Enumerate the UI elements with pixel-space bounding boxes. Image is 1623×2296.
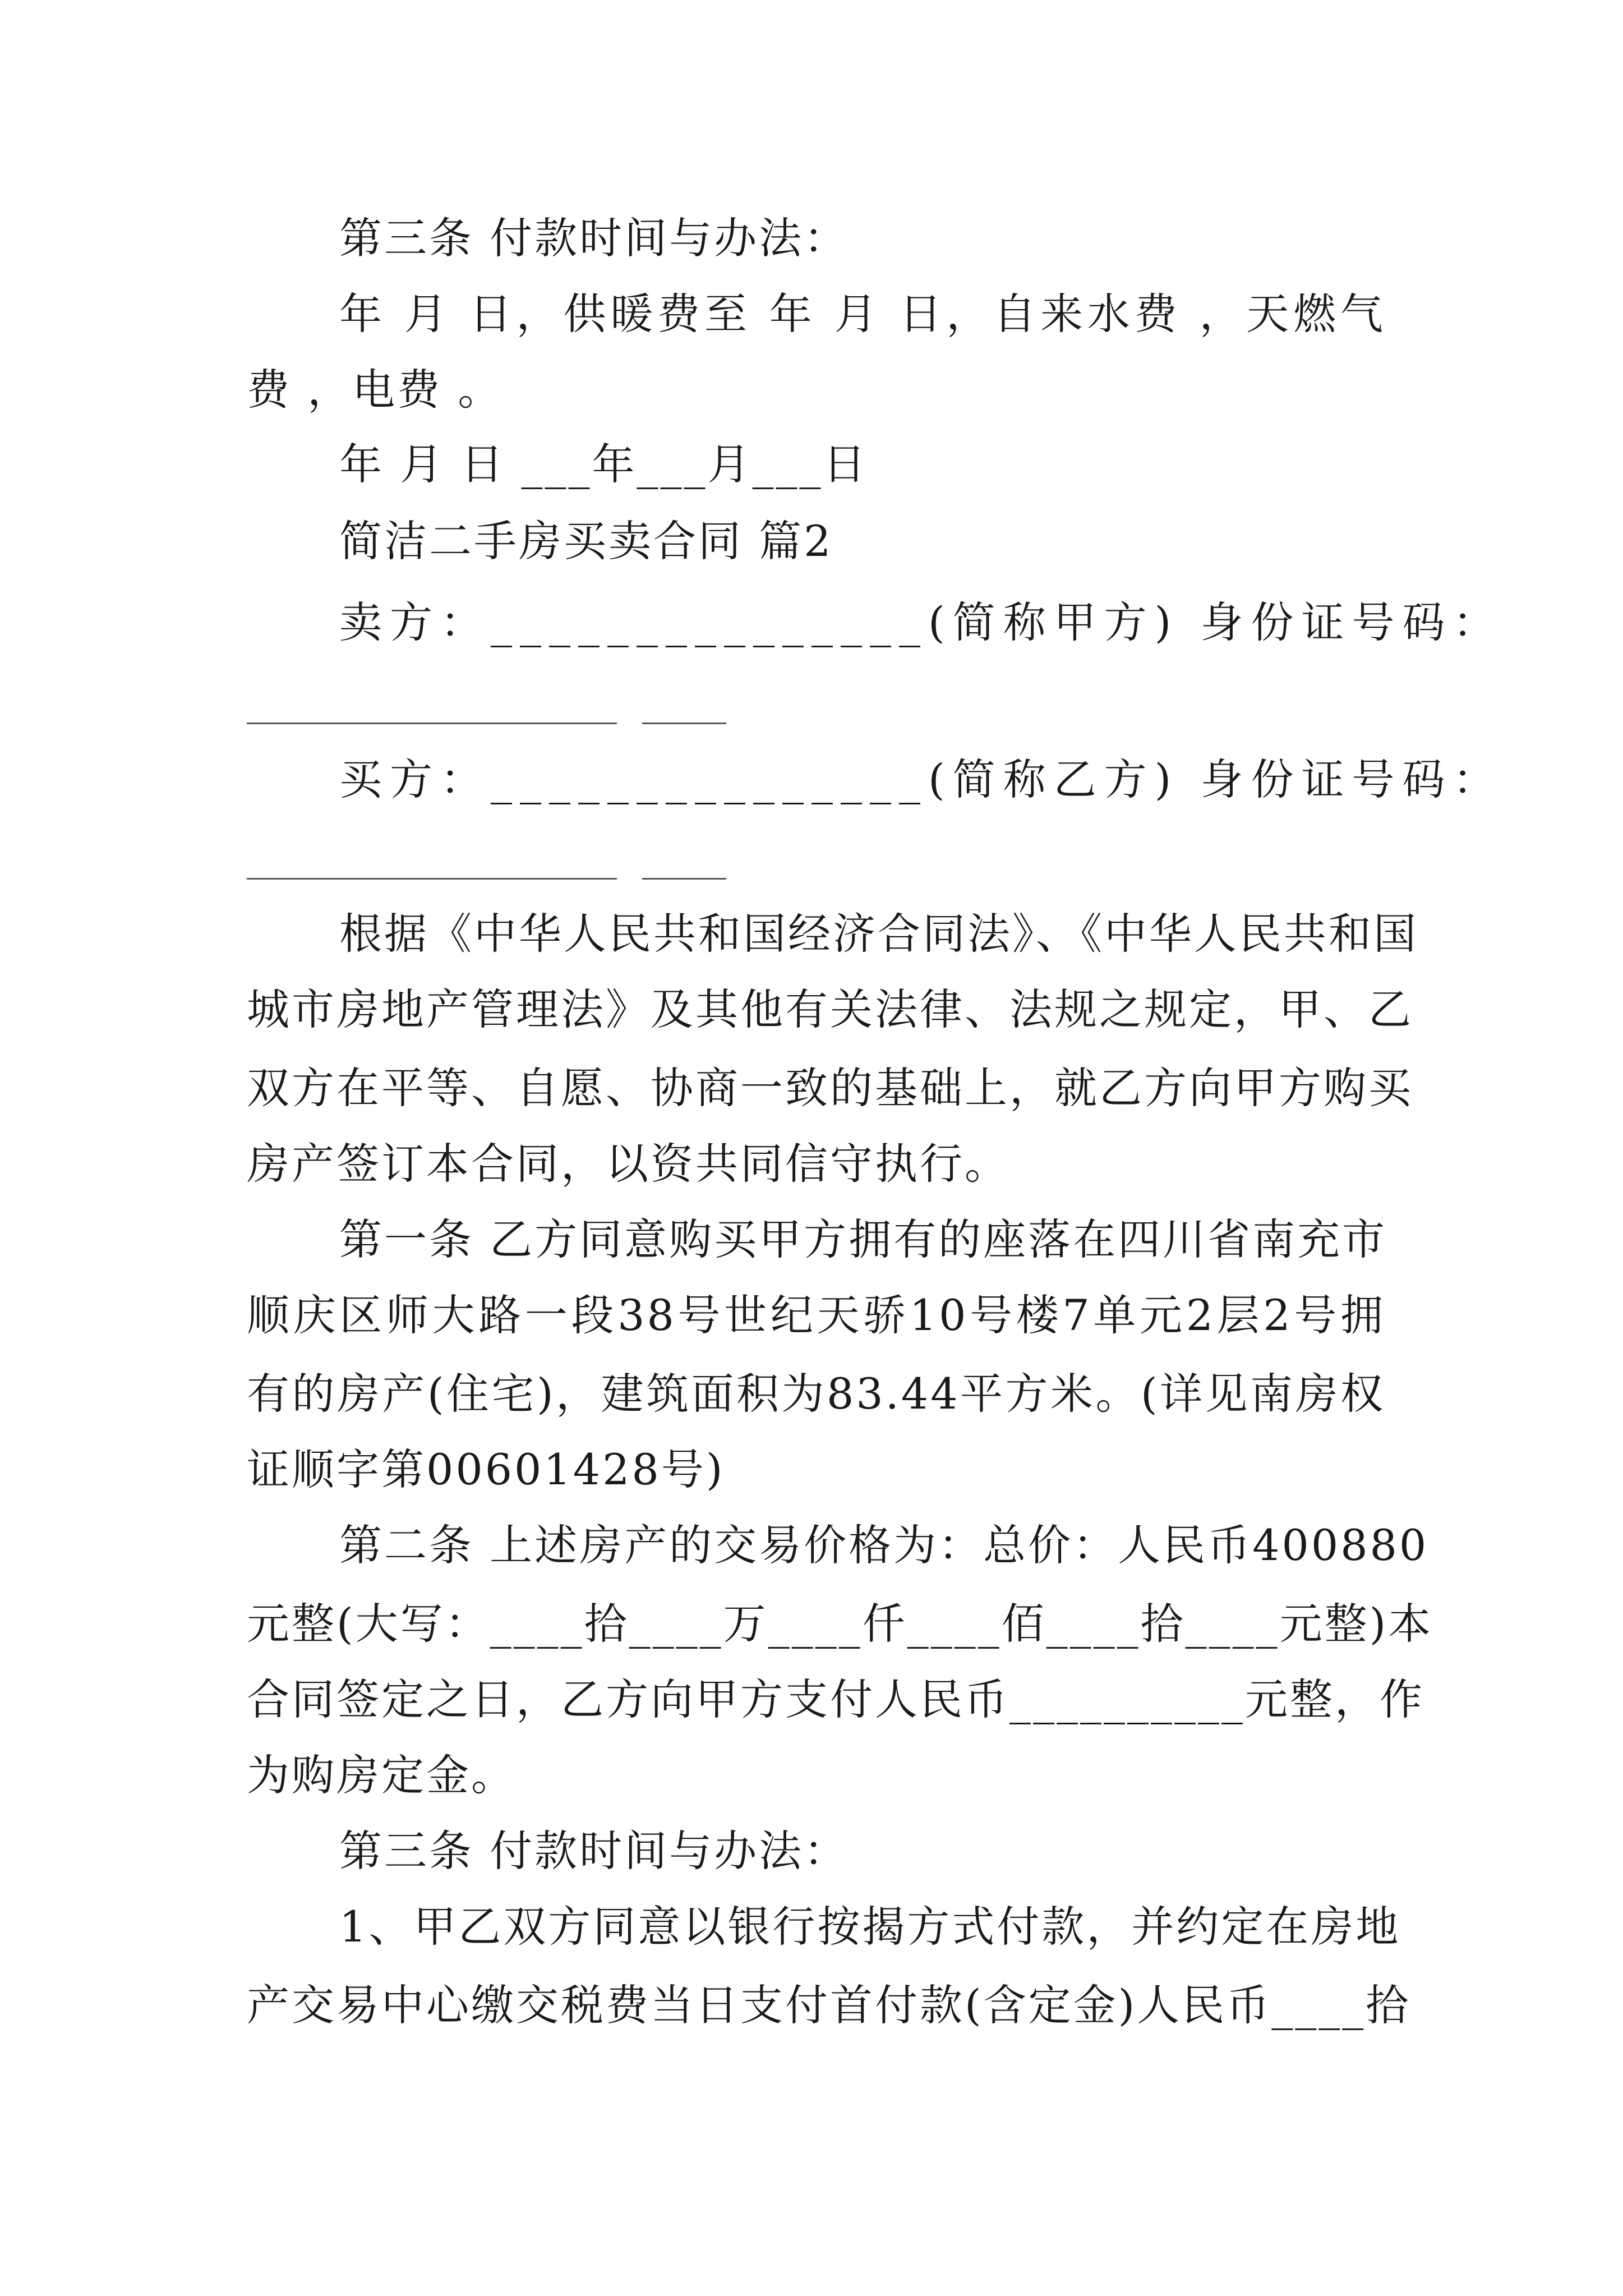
paragraph-line: 产交易中心缴交税费当日支付首付款(含定金)人民币____拾	[247, 1980, 1411, 2030]
paragraph-line: 1、甲乙双方同意以银行按揭方式付款，并约定在房地	[339, 1902, 1401, 1952]
paragraph-line: 双方在平等、自愿、协商一致的基础上，就乙方向甲方购买	[247, 1063, 1413, 1113]
contract-subtitle: 简洁二手房买卖合同 篇2	[339, 516, 833, 566]
paragraph-line: 房产签订本合同，以资共同信守执行。	[247, 1139, 1009, 1189]
paragraph-line: 有的房产(住宅)，建筑面积为83.44平方米。(详见南房权	[247, 1369, 1385, 1419]
buyer-id-blank	[247, 878, 617, 880]
paragraph-line: 顺庆区师大路一段38号世纪天骄10号楼7单元2层2号拥	[247, 1290, 1385, 1340]
section-heading-payment: 第三条 付款时间与办法：	[339, 1826, 849, 1876]
paragraph-line: 合同签定之日，乙方向甲方支付人民币__________元整，作	[247, 1674, 1424, 1724]
section-heading-payment: 第三条 付款时间与办法：	[339, 213, 849, 263]
paragraph-line: 根据《中华人民共和国经济合同法》、《中华人民共和国	[339, 909, 1418, 959]
seller-id-blank	[247, 723, 617, 724]
date-line: 年 月 日 ___年___月___日	[339, 439, 868, 489]
paragraph-line: 费 ，电费 。	[247, 365, 503, 415]
seller-line: 卖方：_______________(简称甲方) 身份证号码：	[339, 597, 1504, 647]
paragraph-line: 证顺字第00601428号)	[247, 1444, 725, 1494]
article-one-line: 第一条 乙方同意购买甲方拥有的座落在四川省南充市	[339, 1214, 1387, 1264]
paragraph-line: 年 月 日，供暖费至 年 月 日，自来水费 ，天燃气	[339, 289, 1385, 339]
buyer-id-blank-short	[642, 878, 726, 880]
article-two-line: 第二条 上述房产的交易价格为：总价：人民币400880	[339, 1520, 1429, 1570]
buyer-line: 买方：_______________(简称乙方) 身份证号码：	[339, 754, 1504, 804]
paragraph-line: 元整(大写：____拾____万____仟____佰____拾____元整)本	[247, 1599, 1433, 1649]
seller-id-blank-short	[642, 723, 726, 724]
paragraph-line: 为购房定金。	[247, 1750, 516, 1800]
paragraph-line: 城市房地产管理法》及其他有关法律、法规之规定，甲、乙	[247, 984, 1413, 1034]
